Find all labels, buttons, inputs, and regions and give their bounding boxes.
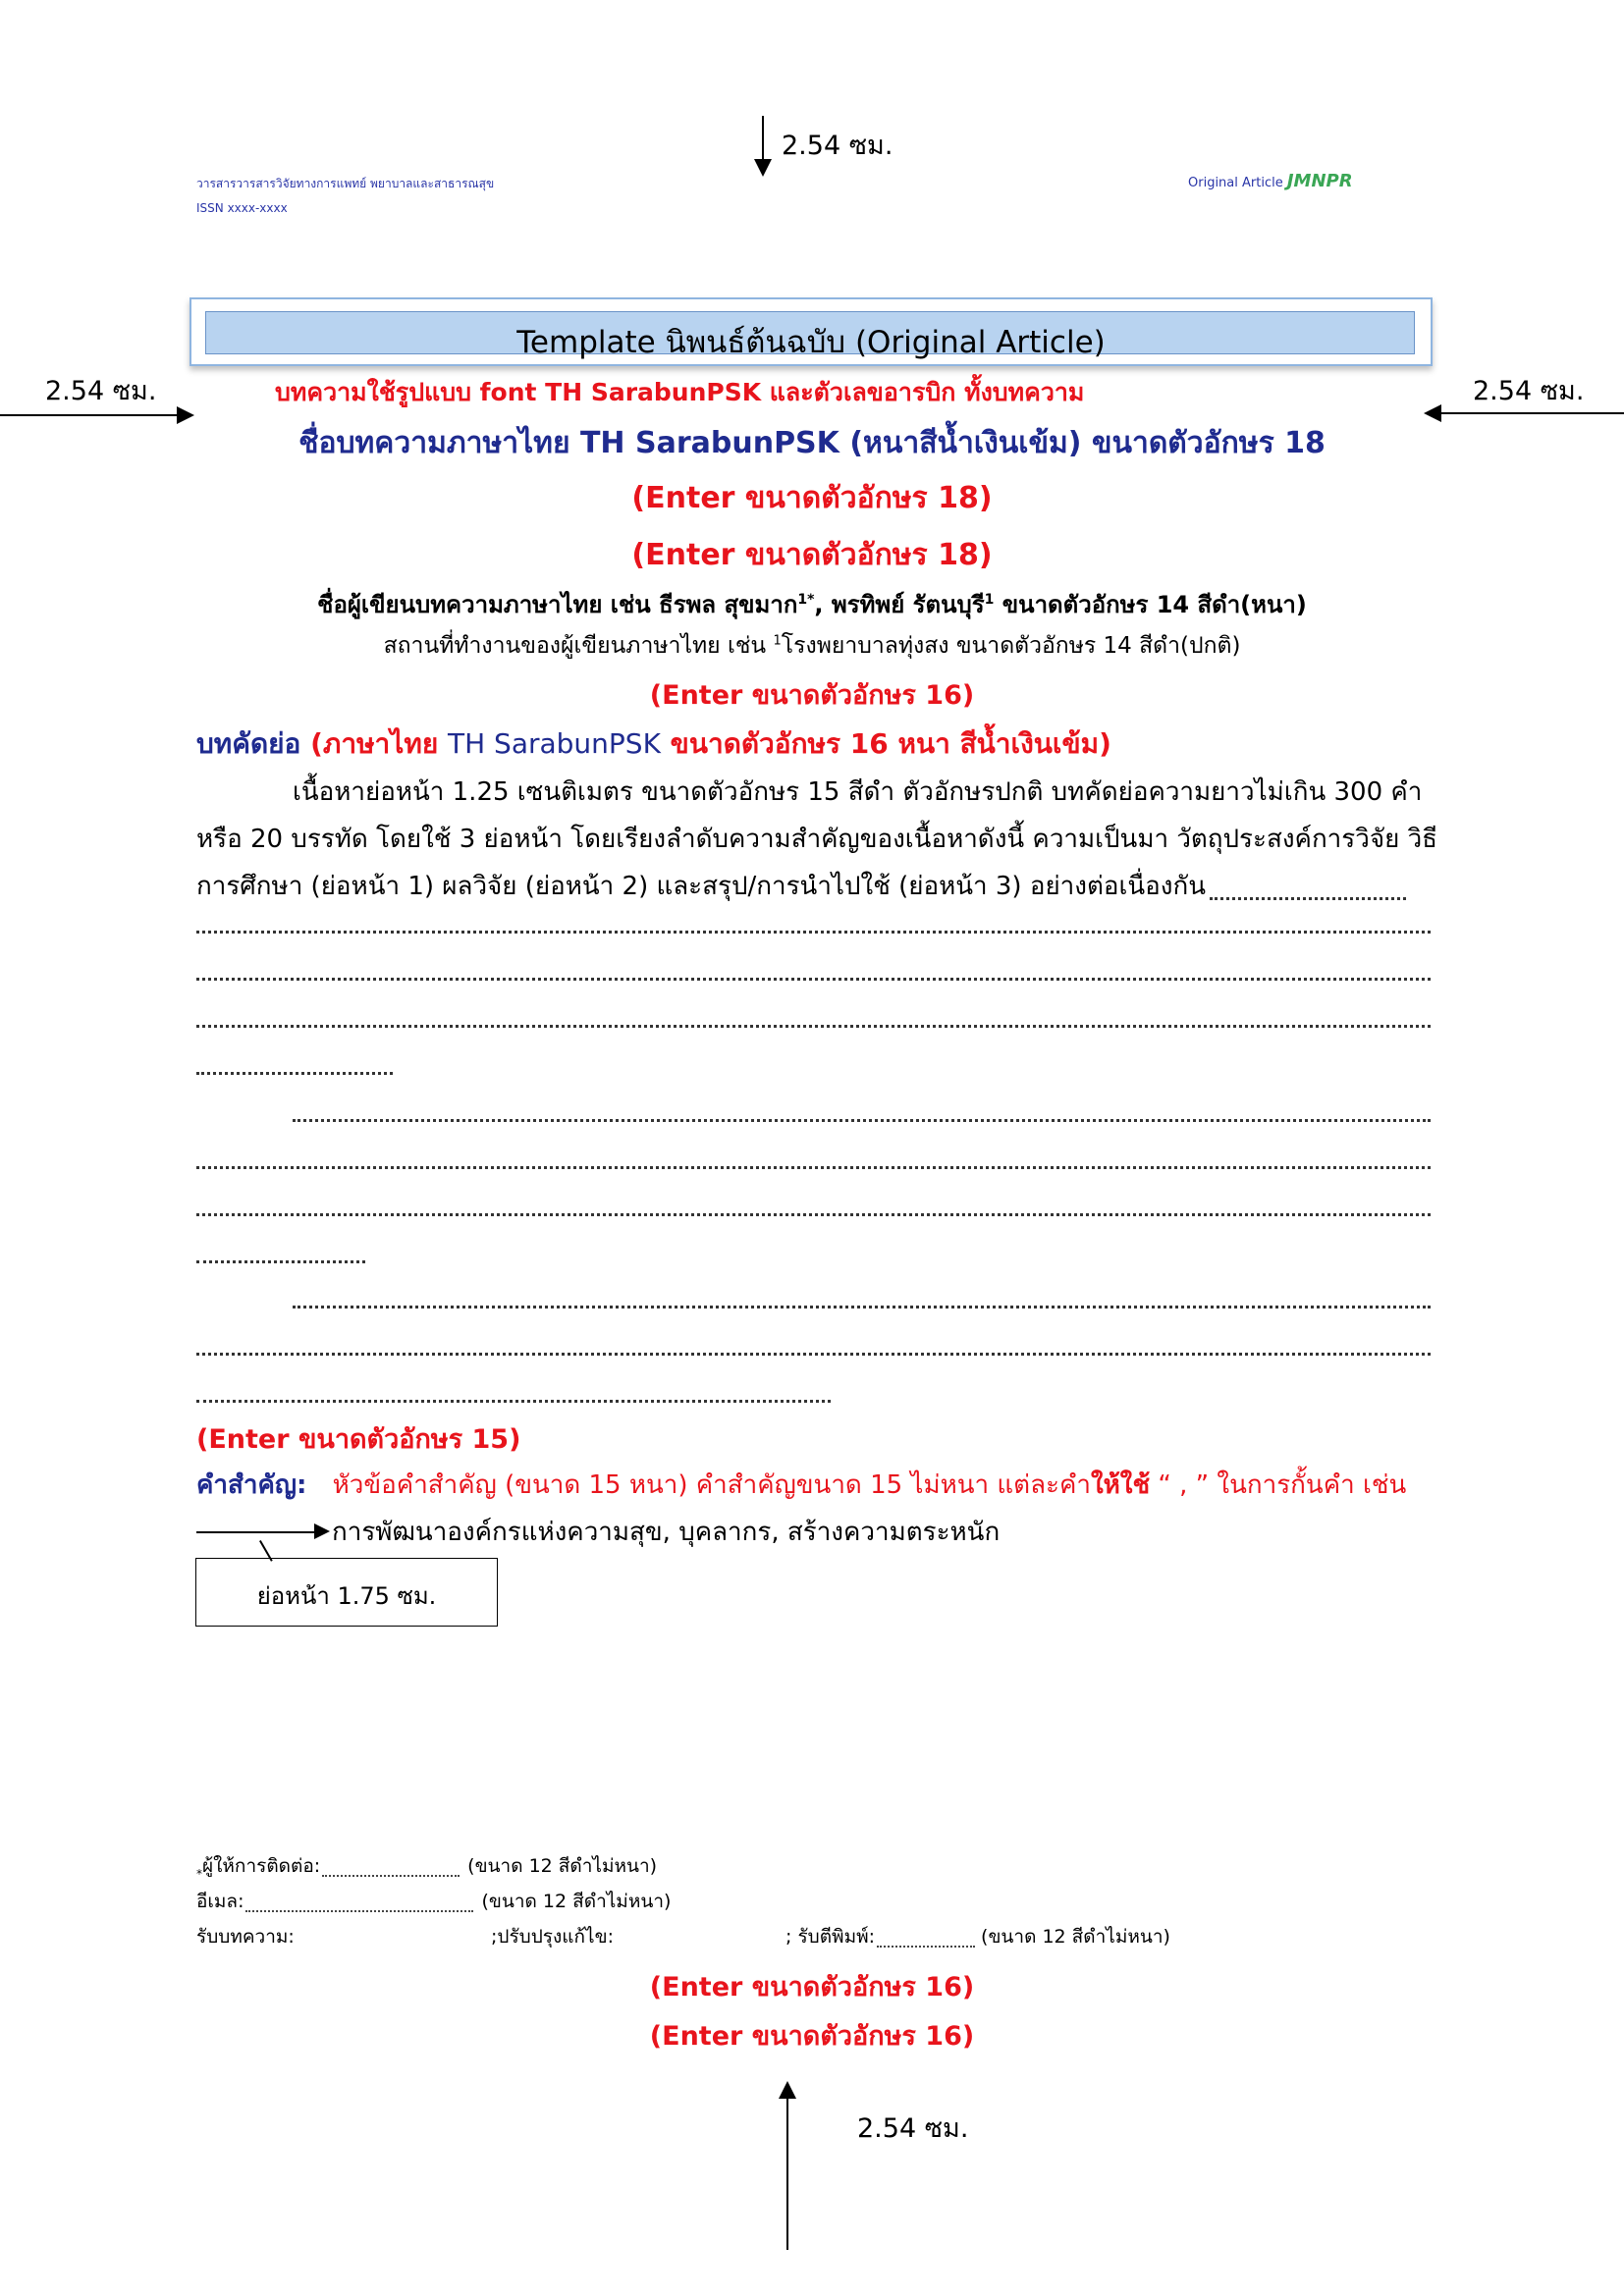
footer-accepted-line	[785, 1922, 1170, 1951]
issn: ISSN xxxx-xxxx	[196, 201, 288, 215]
template-banner	[189, 297, 1433, 366]
original-article-header	[1188, 171, 1353, 191]
keywords-line	[196, 1465, 1406, 1505]
indent-arrow-line	[196, 1531, 316, 1533]
left-margin-label: 2.54 ซม.	[45, 376, 157, 406]
footer-contact-sup: *	[196, 1867, 202, 1881]
dotted-line	[293, 1302, 1431, 1308]
dotted-line	[196, 974, 1431, 981]
affiliation-suffix: โรงพยาบาลทุ่งสง ขนาดตัวอักษร 14 สีดำ(ปกติ)	[781, 633, 1241, 659]
dotted-line	[196, 927, 1431, 934]
footer-email-line	[196, 1887, 707, 1916]
dotted-line	[196, 1396, 831, 1403]
authors-sup1: 1*	[797, 592, 815, 608]
keywords-label: คำสำคัญ:	[196, 1470, 307, 1500]
keywords-desc-bold: ให้ใช้	[1090, 1470, 1151, 1500]
bottom-margin-arrow-line	[786, 2097, 788, 2250]
abstract-line-2: หรือ 20 บรรทัด โดยใช้ 3 ย่อหน้า โดยเรียงลำดับความสำคัญของเนื้อหาดังนี้ ความเป็นมา วัตถุประสงค์การวิจัย วิธี	[196, 825, 1438, 854]
footer-email-note: (ขนาด 12 สีดำไม่หนา)	[481, 1891, 672, 1912]
affiliation-sup: 1	[773, 633, 782, 649]
article-title: ชื่อบทความภาษาไทย TH SarabunPSK (หนาสีน้ำเงินเข้ม) ขนาดตัวอักษร 18	[298, 426, 1326, 460]
abstract-heading-font: TH SarabunPSK	[447, 727, 661, 760]
dotted-line	[293, 1115, 1431, 1122]
top-margin-arrow-line	[762, 116, 764, 161]
enter-16-top: (Enter ขนาดตัวอักษร 16)	[649, 680, 975, 711]
dotted-line	[196, 1256, 365, 1263]
enter-16-bottom-b: (Enter ขนาดตัวอักษร 16)	[649, 2021, 975, 2052]
footer-email-dots	[245, 1902, 473, 1912]
footer-contact-line	[196, 1851, 707, 1881]
footer-contact-dots	[322, 1867, 460, 1877]
original-article-label: Original Article	[1188, 176, 1283, 190]
footer-contact-note: (ขนาด 12 สีดำไม่หนา)	[467, 1855, 658, 1877]
footer-received: รับบทความ:	[196, 1926, 295, 1948]
authors-line	[0, 585, 1624, 623]
abstract-heading-label: บทคัดย่อ	[196, 727, 301, 760]
abstract-line-3-wrap	[196, 866, 1431, 906]
top-margin-label: 2.54 ซม.	[782, 131, 893, 161]
authors-sup2: 1	[984, 592, 995, 608]
abstract-line-3: การศึกษา (ย่อหน้า 1) ผลวิจัย (ย่อหน้า 2) และสรุป/การนำไปใช้ (ย่อหน้า 3) อย่างต่อเนื่องกัน	[196, 872, 1206, 901]
dotted-line	[196, 1068, 393, 1075]
abstract-heading	[196, 722, 1111, 766]
authors-suffix: ขนาดตัวอักษร 14 สีดำ(หนา)	[994, 591, 1307, 618]
affiliation-prefix: สถานที่ทำงานของผู้เขียนภาษาไทย เช่น	[383, 633, 774, 659]
footer-contact-label: ผู้ให้การติดต่อ:	[202, 1855, 321, 1877]
journal-name: วารสารวารสารวิจัยทางการแพทย์ พยาบาลและสาธารณสุข	[196, 177, 495, 190]
footer-revised: ;ปรับปรุงแก้ไข:	[491, 1926, 614, 1948]
dotted-line	[196, 1349, 1431, 1356]
authors-middle: , พรทิพย์ รัตนบุรี	[814, 591, 985, 618]
abstract-heading-paren: (ภาษาไทย	[300, 727, 448, 760]
keywords-example: การพัฒนาองค์กรแห่งความสุข, บุคลากร, สร้างความตระหนัก	[332, 1518, 1001, 1547]
footer-dates-note: (ขนาด 12 สีดำไม่หนา)	[981, 1926, 1170, 1948]
enter-18-b: (Enter ขนาดตัวอักษร 18)	[631, 538, 993, 572]
indent-callout-box	[195, 1558, 498, 1627]
abstract-line-3-dots	[1210, 887, 1406, 900]
dotted-line	[196, 1209, 1431, 1216]
authors-prefix: ชื่อผู้เขียนบทความภาษาไทย เช่น ธีรพล สุขมาก	[317, 591, 798, 618]
abstract-heading-rest: ขนาดตัวอักษร 16 หนา สีน้ำเงินเข้ม)	[660, 727, 1111, 760]
top-margin-arrow-head	[754, 159, 772, 177]
left-margin-arrow-line	[0, 414, 179, 416]
enter-16-bottom-a: (Enter ขนาดตัวอักษร 16)	[649, 1972, 975, 2002]
bottom-margin-label: 2.54 ซม.	[857, 2113, 969, 2144]
jmnpr-logo: JMNPR	[1286, 171, 1353, 191]
indent-callout-text: ย่อหน้า 1.75 ซม.	[256, 1582, 437, 1610]
keywords-desc-a: หัวข้อคำสำคัญ (ขนาด 15 หนา) คำสำคัญขนาด 15 ไม่หนา แต่ละคำ	[332, 1470, 1091, 1500]
footer-accepted: ; รับตีพิมพ์:	[785, 1926, 876, 1948]
abstract-line-1: เนื้อหาย่อหน้า 1.25 เซนติเมตร ขนาดตัวอักษร 15 สีดำ ตัวอักษรปกติ บทคัดย่อความยาวไม่เกิน 300 คำ	[293, 777, 1423, 807]
enter-15: (Enter ขนาดตัวอักษร 15)	[196, 1424, 521, 1455]
right-margin-label: 2.54 ซม.	[1473, 376, 1585, 406]
keywords-desc-b: “ , ” ในการกั้นคำ เช่น	[1150, 1470, 1407, 1500]
footer-email-label: อีเมล:	[196, 1891, 244, 1912]
enter-18-a: (Enter ขนาดตัวอักษร 18)	[631, 481, 993, 515]
footer-accepted-dots	[877, 1938, 975, 1948]
font-note: บทความใช้รูปแบบ font TH SarabunPSK และตัวเลขอารบิก ทั้งบทความ	[275, 378, 1085, 406]
affiliation-line	[0, 628, 1624, 664]
dotted-line	[196, 1162, 1431, 1169]
indent-arrow-head	[314, 1523, 330, 1539]
right-margin-arrow-line	[1439, 412, 1624, 414]
template-banner-text: Template นิพนธ์ต้นฉบับ (Original Article)	[516, 325, 1106, 360]
dotted-line	[196, 1021, 1431, 1028]
